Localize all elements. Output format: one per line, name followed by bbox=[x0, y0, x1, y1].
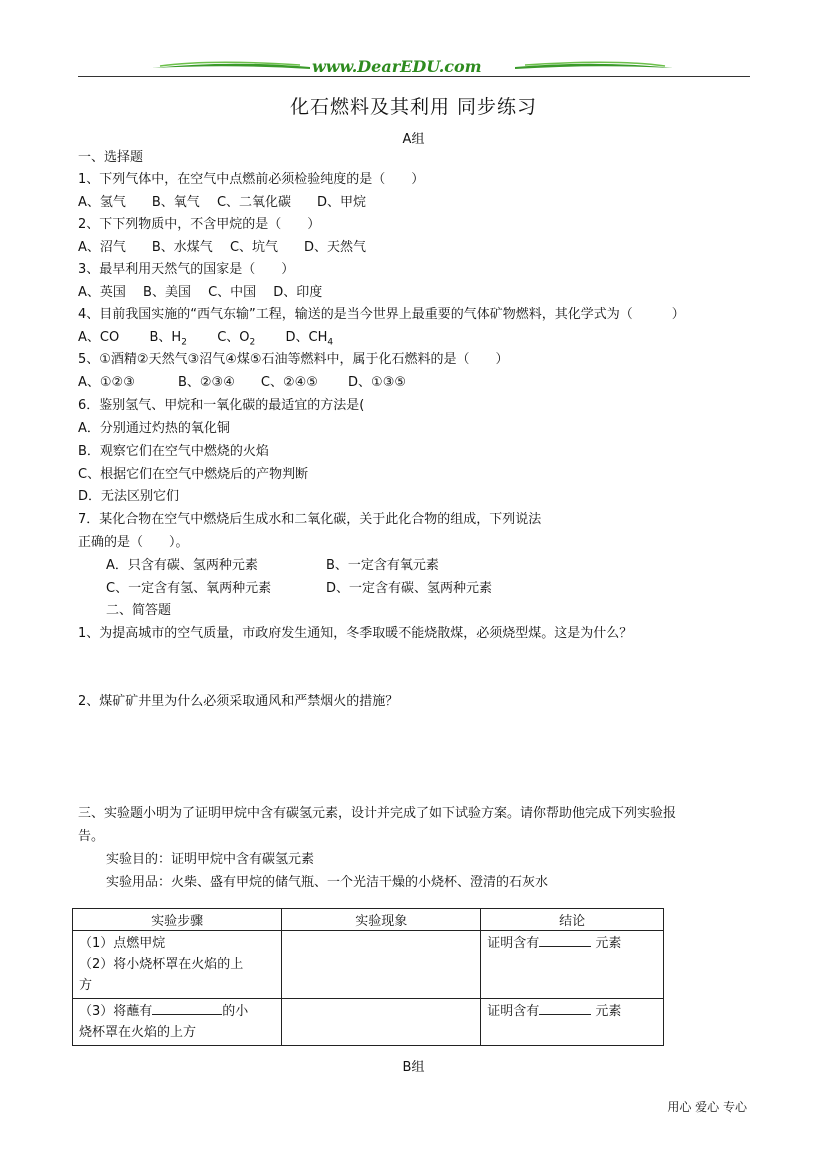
table-cell-phenomenon[interactable] bbox=[282, 931, 481, 999]
conclusion-suffix: 元素 bbox=[595, 936, 622, 951]
question-5-options: A、①②③ B、②③④ C、②④⑤ D、①③⑤ bbox=[78, 375, 407, 390]
step-2-continued: 方 bbox=[79, 978, 93, 993]
q4-option-a: A、CO bbox=[78, 330, 120, 345]
table-cell-step bbox=[73, 931, 282, 999]
q4-option-d-sub: 4 bbox=[327, 337, 334, 348]
conclusion-prefix: 证明含有 bbox=[487, 936, 540, 951]
step-3-continued: 烧杯罩在火焰的上方 bbox=[79, 1025, 197, 1040]
question-6-option-d: D．无法区别它们 bbox=[78, 489, 180, 504]
q4-option-b: B、H bbox=[149, 330, 182, 345]
question-7-option-b: B、一定含有氧元素 bbox=[326, 558, 439, 573]
question-2-options: A、沼气 B、水煤气 C、坑气 D、天然气 bbox=[78, 240, 367, 255]
short-question-2: 2、煤矿矿井里为什么必须采取通风和严禁烟火的措施？ bbox=[78, 694, 399, 709]
site-url[interactable]: www.DearEDU.com bbox=[312, 57, 482, 76]
group-a-label: A组 bbox=[402, 132, 425, 147]
experiment-materials: 实验用品：火柴、盛有甲烷的储气瓶、一个光洁干燥的小烧杯、澄清的石灰水 bbox=[106, 875, 549, 890]
step-3 bbox=[79, 1001, 275, 1022]
short-question-1: 1、为提高城市的空气质量，市政府发生通知，冬季取暖不能烧散煤，必须烧型煤。这是为什么？ bbox=[78, 626, 633, 641]
site-logo bbox=[150, 56, 675, 78]
table-header-phenomenon: 实验现象 bbox=[282, 909, 481, 931]
table-cell-step bbox=[73, 999, 282, 1046]
section-short-answer-heading: 二、简答题 bbox=[106, 603, 172, 618]
question-6-option-a: A．分别通过灼热的氧化铜 bbox=[78, 421, 230, 436]
experiment-purpose: 实验目的：证明甲烷中含有碳氢元素 bbox=[106, 852, 315, 867]
question-7-option-d: D、一定含有碳、氢两种元素 bbox=[326, 581, 493, 596]
question-1: 1、下列气体中，在空气中点燃前必须检验纯度的是（ ） bbox=[78, 172, 425, 187]
question-3-options: A、英国 B、美国 C、中国 D、印度 bbox=[78, 285, 323, 300]
step-3-blank[interactable] bbox=[152, 1002, 222, 1015]
section-experiment-line1: 三、实验题小明为了证明甲烷中含有碳氢元素，设计并完成了如下试验方案。请你帮助他完成下列实验报 bbox=[78, 806, 677, 821]
table-header-conclusion: 结论 bbox=[481, 909, 664, 931]
table-header-row bbox=[73, 909, 664, 931]
q4-option-c: C、O bbox=[217, 330, 250, 345]
table-cell-phenomenon[interactable] bbox=[282, 999, 481, 1046]
question-1-options: A、氢气 B、氧气 C、二氧化碳 D、甲烷 bbox=[78, 195, 367, 210]
section-experiment-line2: 告。 bbox=[78, 829, 105, 844]
conclusion-suffix: 元素 bbox=[595, 1004, 622, 1019]
step-3-prefix: （3）将蘸有 bbox=[79, 1004, 153, 1019]
table-header-step: 实验步骤 bbox=[73, 909, 282, 931]
question-7-continued: 正确的是（ ）。 bbox=[78, 535, 189, 550]
page-title: 化石燃料及其利用 同步练习 bbox=[289, 96, 538, 118]
question-3: 3、最早利用天然气的国家是（ ） bbox=[78, 262, 295, 277]
page-footer: 用心 爱心 专心 bbox=[667, 1100, 747, 1114]
question-2: 2、下下列物质中，不含甲烷的是（ ） bbox=[78, 217, 321, 232]
question-7-option-c: C、一定含有氢、氧两种元素 bbox=[106, 581, 272, 596]
question-5: 5、①酒精②天然气③沼气④煤⑤石油等燃料中，属于化石燃料的是（ ） bbox=[78, 352, 509, 367]
step-1: （1）点燃甲烷 bbox=[79, 936, 166, 951]
conclusion-blank[interactable] bbox=[539, 934, 591, 947]
step-2: （2）将小烧杯罩在火焰的上 bbox=[79, 957, 244, 972]
table-cell-conclusion bbox=[481, 999, 664, 1046]
section-choice-heading: 一、选择题 bbox=[78, 150, 144, 165]
q4-option-b-sub: 2 bbox=[181, 337, 187, 348]
conclusion-blank[interactable] bbox=[539, 1002, 591, 1015]
table-row bbox=[73, 931, 664, 999]
question-4: 4、目前我国实施的“西气东输”工程，输送的是当今世界上最重要的气体矿物燃料，其化学式为（ ） bbox=[78, 307, 685, 322]
question-6: 6．鉴别氢气、甲烷和一氧化碳的最适宜的方法是( bbox=[78, 398, 365, 413]
table-cell-conclusion bbox=[481, 931, 664, 999]
table-row bbox=[73, 999, 664, 1046]
q4-option-d: D、CH bbox=[285, 330, 328, 345]
question-7: 7．某化合物在空气中燃烧后生成水和二氧化碳，关于此化合物的组成，下列说法 bbox=[78, 512, 542, 527]
group-b-label: B组 bbox=[402, 1060, 425, 1075]
step-3-suffix: 的小 bbox=[222, 1004, 249, 1019]
question-7-option-a: A．只含有碳、氢两种元素 bbox=[106, 558, 258, 573]
q4-option-c-sub: 2 bbox=[249, 337, 256, 348]
header-rule bbox=[78, 76, 750, 77]
conclusion-prefix: 证明含有 bbox=[487, 1004, 540, 1019]
question-6-option-b: B．观察它们在空气中燃烧的火焰 bbox=[78, 444, 269, 459]
experiment-table bbox=[72, 908, 664, 1046]
question-4-options bbox=[78, 330, 333, 351]
question-6-option-c: C、根据它们在空气中燃烧后的产物判断 bbox=[78, 467, 309, 482]
